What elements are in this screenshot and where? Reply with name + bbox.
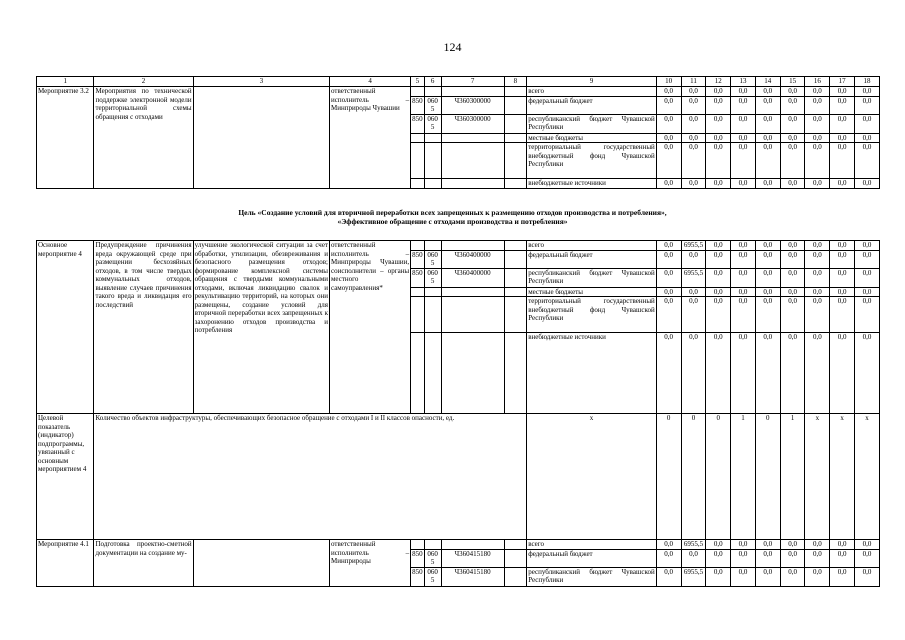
funding-value: 0,0 <box>656 268 681 287</box>
funding-value: 0,0 <box>855 333 880 414</box>
funding-value: 0,0 <box>755 133 780 143</box>
funding-source-label: федеральный бюджет <box>527 96 657 114</box>
m41-grbs <box>411 540 425 550</box>
om4-name: Предупреждение причинения вреда окружающей среде при размещении бесхозяйных отходов, в том числе твердых коммунальных отходов, выявление случаев причинения такого вреда и ликвидация его последствий <box>94 241 193 414</box>
funding-value: 0,0 <box>830 143 855 179</box>
funding-value: 0,0 <box>855 114 880 133</box>
column-number: 13 <box>731 77 756 87</box>
funding-value: 0,0 <box>755 268 780 287</box>
m32-vr <box>504 143 527 179</box>
column-number: 17 <box>830 77 855 87</box>
funding-value: 6955,5 <box>681 567 706 586</box>
funding-value: 0,0 <box>706 333 731 414</box>
funding-value: 0,0 <box>656 540 681 550</box>
m41-csr: Ч360415180 <box>441 549 504 567</box>
funding-value: 0,0 <box>731 114 756 133</box>
funding-value: 0,0 <box>830 540 855 550</box>
indicator-value: 0 <box>706 414 731 540</box>
funding-source-label: всего <box>527 87 657 97</box>
funding-value: 0,0 <box>780 87 805 97</box>
funding-value: 0,0 <box>656 567 681 586</box>
funding-value: 0,0 <box>656 297 681 333</box>
funding-value: 0,0 <box>731 179 756 189</box>
funding-source-label: всего <box>527 241 657 251</box>
funding-value: 0,0 <box>706 96 731 114</box>
m32-grbs <box>411 143 425 179</box>
funding-value: 0,0 <box>855 297 880 333</box>
funding-value: 0,0 <box>780 297 805 333</box>
m41-rz: 0605 <box>424 567 441 586</box>
funding-value: 0,0 <box>830 333 855 414</box>
funding-value: 0,0 <box>755 567 780 586</box>
funding-value: 0,0 <box>755 241 780 251</box>
funding-source-label: федеральный бюджет <box>527 250 657 268</box>
m32-vr <box>504 114 527 133</box>
funding-value: 0,0 <box>780 287 805 297</box>
funding-value: 0,0 <box>656 287 681 297</box>
om4-vr <box>504 287 527 297</box>
funding-value: 0,0 <box>656 114 681 133</box>
om4-result: улучшение экологической ситуации за счет обработки, утилизации, обезвреживания и безопасного размещения отходов; формирование комплексной системы обращения с твердыми коммунальными отходами, включая ликвидацию свалок и рекультивацию территорий, на которых они размещены, создание условий для вторичной переработки всех запрещенных к захоронению отходов производства и потребления <box>193 241 329 414</box>
m32-rz <box>424 133 441 143</box>
funding-value: 0,0 <box>830 250 855 268</box>
m32-csr <box>441 179 504 189</box>
om4-vr <box>504 268 527 287</box>
om4-grbs <box>411 333 425 414</box>
column-number: 16 <box>805 77 830 87</box>
m41-csr <box>441 540 504 550</box>
funding-value: 0,0 <box>830 549 855 567</box>
funding-value: 0,0 <box>706 268 731 287</box>
funding-value: 0,0 <box>830 96 855 114</box>
funding-value: 0,0 <box>656 133 681 143</box>
funding-value: 0,0 <box>830 297 855 333</box>
funding-source-label: всего <box>527 540 657 550</box>
funding-value: 0,0 <box>855 268 880 287</box>
funding-value: 0,0 <box>706 540 731 550</box>
funding-value: 0,0 <box>855 287 880 297</box>
funding-value: 0,0 <box>805 333 830 414</box>
funding-value: 0,0 <box>731 333 756 414</box>
m32-executor: ответственный исполнитель – Минприроды Чувашии <box>330 87 411 189</box>
m32-csr <box>441 133 504 143</box>
funding-value: 0,0 <box>830 567 855 586</box>
funding-value: 0,0 <box>706 179 731 189</box>
om4-rz <box>424 297 441 333</box>
funding-value: 0,0 <box>681 143 706 179</box>
indicator-mark: х <box>527 414 657 540</box>
program-table-upper <box>36 76 880 189</box>
funding-value: 0,0 <box>805 540 830 550</box>
funding-value: 0,0 <box>780 179 805 189</box>
funding-value: 0,0 <box>830 287 855 297</box>
funding-source-label: федеральный бюджет <box>527 549 657 567</box>
column-number: 10 <box>656 77 681 87</box>
m41-grbs: 850 <box>411 567 425 586</box>
funding-value: 0,0 <box>755 114 780 133</box>
indicator-text: Количество объектов инфраструктуры, обеспечивающих безопасное обращение с отходами I и II классов опасности, ед. <box>94 414 527 540</box>
column-number: 9 <box>527 77 657 87</box>
funding-value: 0,0 <box>805 268 830 287</box>
funding-value: 0,0 <box>706 567 731 586</box>
funding-value: 0,0 <box>755 549 780 567</box>
funding-value: 0,0 <box>805 297 830 333</box>
m41-vr <box>504 567 527 586</box>
funding-value: 0,0 <box>706 133 731 143</box>
funding-value: 0,0 <box>755 287 780 297</box>
m32-row <box>37 87 880 97</box>
column-number: 7 <box>441 77 504 87</box>
funding-value: 0,0 <box>656 87 681 97</box>
om4-csr <box>441 297 504 333</box>
om4-row <box>37 241 880 251</box>
funding-value: 0,0 <box>731 250 756 268</box>
funding-value: 0,0 <box>830 241 855 251</box>
m32-name: Мероприятия по технической поддержке электронной модели территориальной схемы обращения с отходами <box>94 87 193 189</box>
funding-value: 0,0 <box>731 268 756 287</box>
om4-rz <box>424 241 441 251</box>
funding-value: 6955,5 <box>681 268 706 287</box>
funding-source-label: республиканский бюджет Чувашской Республики <box>528 567 655 584</box>
funding-value: 0,0 <box>706 143 731 179</box>
funding-value: 0,0 <box>681 114 706 133</box>
m32-vr <box>504 87 527 97</box>
m41-code: Мероприятие 4.1 <box>37 540 94 587</box>
funding-source-label: местные бюджеты <box>527 287 657 297</box>
m41-vr <box>504 549 527 567</box>
funding-value: 0,0 <box>780 133 805 143</box>
indicator-value: 1 <box>731 414 756 540</box>
m32-rz: 0605 <box>424 96 441 114</box>
funding-source-label: внебюджетные источники <box>527 333 657 414</box>
m32-rz <box>424 143 441 179</box>
om4-csr: Ч360400000 <box>441 268 504 287</box>
m32-result <box>193 87 329 189</box>
indicator-value: х <box>855 414 880 540</box>
indicator-value: 0 <box>681 414 706 540</box>
funding-value: 0,0 <box>681 96 706 114</box>
m32-rz <box>424 87 441 97</box>
column-number: 15 <box>780 77 805 87</box>
column-number: 1 <box>37 77 94 87</box>
funding-source-label: внебюджетные источники <box>527 179 657 189</box>
m32-csr: Ч360300000 <box>441 96 504 114</box>
funding-value: 0,0 <box>731 549 756 567</box>
m41-vr <box>504 540 527 550</box>
m41-row <box>37 540 880 550</box>
m32-grbs <box>411 87 425 97</box>
indicator-value: 0 <box>755 414 780 540</box>
funding-value: 0,0 <box>731 540 756 550</box>
funding-value: 0,0 <box>755 179 780 189</box>
funding-value: 0,0 <box>755 540 780 550</box>
funding-value: 0,0 <box>731 87 756 97</box>
funding-value: 0,0 <box>656 250 681 268</box>
program-table-lower <box>36 240 880 587</box>
funding-value: 0,0 <box>805 567 830 586</box>
page-number: 124 <box>443 40 462 54</box>
funding-value: 0,0 <box>830 133 855 143</box>
om4-csr <box>441 287 504 297</box>
om4-rz: 0605 <box>424 268 441 287</box>
funding-value: 0,0 <box>681 297 706 333</box>
om4-csr <box>441 241 504 251</box>
funding-value: 0,0 <box>656 96 681 114</box>
m41-csr: Ч360415180 <box>441 567 504 586</box>
m32-grbs: 850 <box>411 96 425 114</box>
funding-value: 0,0 <box>681 250 706 268</box>
column-number: 5 <box>411 77 425 87</box>
om4-vr <box>504 241 527 251</box>
m32-code: Мероприятие 3.2 <box>37 87 94 189</box>
m32-vr <box>504 133 527 143</box>
funding-value: 0,0 <box>731 297 756 333</box>
m41-grbs: 850 <box>411 549 425 567</box>
funding-value: 0,0 <box>855 540 880 550</box>
m32-csr <box>441 87 504 97</box>
funding-value: 0,0 <box>755 297 780 333</box>
funding-value: 0,0 <box>855 179 880 189</box>
funding-value: 0,0 <box>681 179 706 189</box>
funding-source-label: территориальный государственный внебюджетный фонд Чувашской Республики <box>527 143 657 179</box>
column-number-row <box>37 77 880 87</box>
funding-value: 0,0 <box>755 143 780 179</box>
m32-csr <box>441 143 504 179</box>
om4-rz <box>424 333 441 414</box>
funding-value: 0,0 <box>681 133 706 143</box>
funding-value: 0,0 <box>805 241 830 251</box>
funding-value: 0,0 <box>805 549 830 567</box>
funding-value: 0,0 <box>780 96 805 114</box>
funding-value: 0,0 <box>755 250 780 268</box>
funding-value: 0,0 <box>656 549 681 567</box>
funding-value: 0,0 <box>855 567 880 586</box>
funding-value: 0,0 <box>656 333 681 414</box>
om4-executor: ответственный исполнитель – Минприроды Чувашии, соисполнители – органы местного самоуправления* <box>330 241 411 414</box>
funding-value: 0,0 <box>731 567 756 586</box>
funding-value: 0,0 <box>681 333 706 414</box>
m32-grbs <box>411 179 425 189</box>
funding-value: 6955,5 <box>681 241 706 251</box>
funding-value: 0,0 <box>656 179 681 189</box>
column-number: 18 <box>855 77 880 87</box>
funding-value: 0,0 <box>731 241 756 251</box>
m32-grbs: 850 <box>411 114 425 133</box>
column-number: 6 <box>424 77 441 87</box>
column-number: 3 <box>193 77 329 87</box>
om4-vr <box>504 297 527 333</box>
om4-vr <box>504 250 527 268</box>
funding-value: 6955,5 <box>681 540 706 550</box>
indicator-value: х <box>830 414 855 540</box>
column-number: 4 <box>330 77 411 87</box>
m32-csr: Ч360300000 <box>441 114 504 133</box>
m41-result <box>193 540 329 587</box>
funding-value: 0,0 <box>855 549 880 567</box>
funding-value: 0,0 <box>780 114 805 133</box>
funding-value: 0,0 <box>780 250 805 268</box>
funding-value: 0,0 <box>855 143 880 179</box>
funding-value: 0,0 <box>731 287 756 297</box>
funding-value: 0,0 <box>706 87 731 97</box>
funding-value: 0,0 <box>731 133 756 143</box>
indicator-row <box>37 414 880 540</box>
indicator-value: х <box>805 414 830 540</box>
funding-value: 0,0 <box>830 114 855 133</box>
funding-source-label: республиканский бюджет Чувашской Республики <box>528 268 655 285</box>
funding-value: 0,0 <box>706 250 731 268</box>
goal-line-1: Цель «Создание условий для вторичной переработки всех запрещенных к размещению отходов производства и потребления», <box>238 208 667 217</box>
funding-value: 0,0 <box>681 287 706 297</box>
indicator-value: 0 <box>656 414 681 540</box>
funding-value: 0,0 <box>731 96 756 114</box>
goal-title <box>30 208 875 226</box>
funding-value: 0,0 <box>805 114 830 133</box>
funding-value: 0,0 <box>706 549 731 567</box>
funding-value: 0,0 <box>780 540 805 550</box>
column-number: 11 <box>681 77 706 87</box>
funding-value: 0,0 <box>681 549 706 567</box>
funding-value: 0,0 <box>656 241 681 251</box>
funding-value: 0,0 <box>706 297 731 333</box>
funding-value: 0,0 <box>706 241 731 251</box>
m32-grbs <box>411 133 425 143</box>
m41-executor: ответственный исполнитель – Минприроды <box>330 540 411 587</box>
funding-value: 0,0 <box>855 250 880 268</box>
m32-vr <box>504 179 527 189</box>
om4-grbs: 850 <box>411 268 425 287</box>
funding-source-label: республиканский бюджет Чувашской Республики <box>528 114 655 131</box>
goal-line-2: «Эффективное обращение с отходами производства и потребления» <box>337 217 568 226</box>
funding-source-label: территориальный государственный внебюджетный фонд Чувашской Республики <box>527 297 657 333</box>
column-number: 14 <box>755 77 780 87</box>
m32-rz <box>424 179 441 189</box>
funding-value: 0,0 <box>805 179 830 189</box>
funding-value: 0,0 <box>780 268 805 287</box>
funding-value: 0,0 <box>830 179 855 189</box>
funding-value: 0,0 <box>656 143 681 179</box>
funding-value: 0,0 <box>681 87 706 97</box>
funding-value: 0,0 <box>805 287 830 297</box>
column-number: 2 <box>94 77 193 87</box>
m32-vr <box>504 96 527 114</box>
funding-value: 0,0 <box>780 333 805 414</box>
funding-value: 0,0 <box>780 549 805 567</box>
m41-rz <box>424 540 441 550</box>
funding-value: 0,0 <box>855 87 880 97</box>
om4-rz <box>424 287 441 297</box>
column-number: 8 <box>504 77 527 87</box>
m41-name: Подготовка проектно-сметной документации на создание му- <box>94 540 193 587</box>
funding-value: 0,0 <box>780 143 805 179</box>
funding-value: 0,0 <box>805 133 830 143</box>
om4-code: Основное мероприятие 4 <box>37 241 94 414</box>
m41-rz: 0605 <box>424 549 441 567</box>
om4-grbs <box>411 297 425 333</box>
funding-value: 0,0 <box>805 250 830 268</box>
funding-source-label: местные бюджеты <box>527 133 657 143</box>
om4-rz: 0605 <box>424 250 441 268</box>
funding-value: 0,0 <box>755 87 780 97</box>
om4-csr <box>441 333 504 414</box>
m32-rz: 0605 <box>424 114 441 133</box>
om4-csr: Ч360400000 <box>441 250 504 268</box>
om4-vr <box>504 333 527 414</box>
om4-grbs <box>411 241 425 251</box>
funding-value: 0,0 <box>755 333 780 414</box>
indicator-value: 1 <box>780 414 805 540</box>
funding-value: 0,0 <box>731 143 756 179</box>
funding-value: 0,0 <box>755 96 780 114</box>
om4-grbs <box>411 287 425 297</box>
column-number: 12 <box>706 77 731 87</box>
funding-value: 0,0 <box>805 143 830 179</box>
funding-value: 0,0 <box>855 241 880 251</box>
funding-value: 0,0 <box>706 287 731 297</box>
funding-value: 0,0 <box>805 96 830 114</box>
funding-value: 0,0 <box>706 114 731 133</box>
funding-value: 0,0 <box>780 567 805 586</box>
funding-value: 0,0 <box>805 87 830 97</box>
funding-value: 0,0 <box>830 87 855 97</box>
funding-value: 0,0 <box>855 96 880 114</box>
funding-value: 0,0 <box>830 268 855 287</box>
indicator-code: Целевой показатель (индикатор) подпрограммы, увязанный с основным мероприятием 4 <box>37 414 94 540</box>
om4-grbs: 850 <box>411 250 425 268</box>
funding-value: 0,0 <box>855 133 880 143</box>
funding-value: 0,0 <box>780 241 805 251</box>
